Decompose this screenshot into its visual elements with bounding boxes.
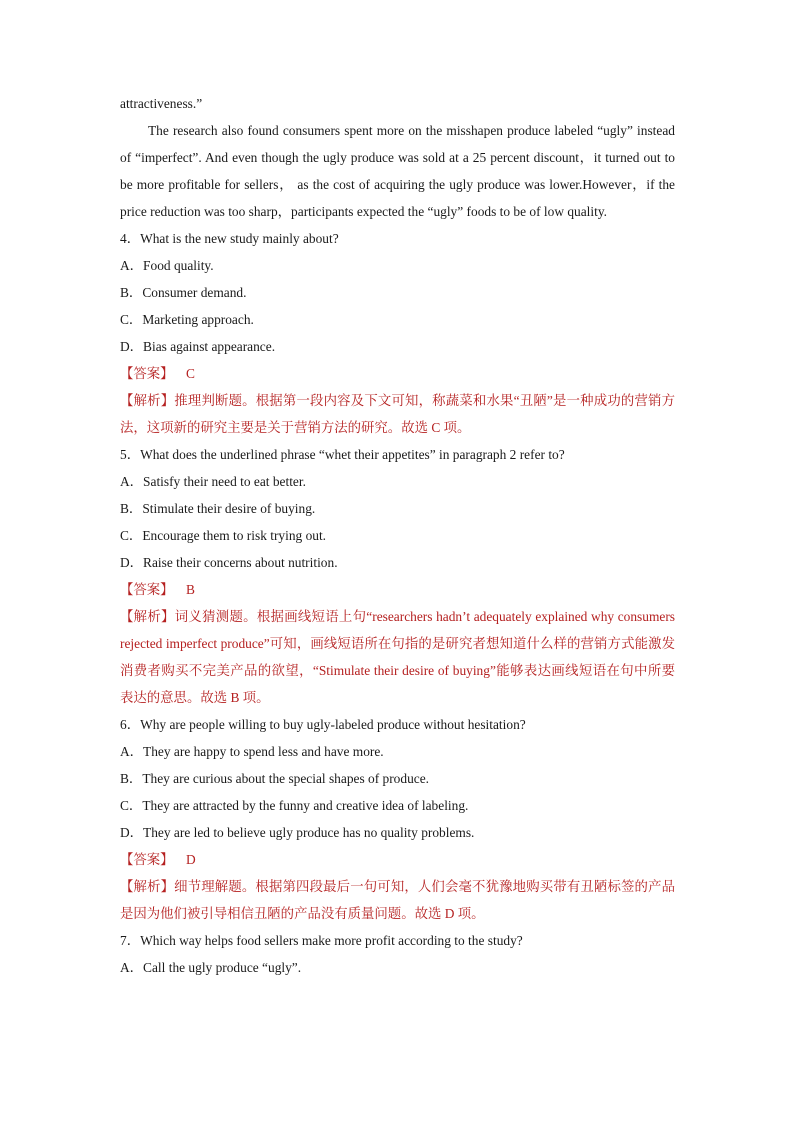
q6-analysis-row [120, 873, 675, 927]
q4-option-b: B．Consumer demand. [120, 285, 247, 300]
q5-answer: B [186, 582, 195, 597]
q4-answer: C [186, 366, 195, 381]
passage-lead: attractiveness.” [120, 96, 203, 111]
q4-option-a: A．Food quality. [120, 258, 214, 273]
question-6: 6．Why are people willing to buy ugly-labeled produce without hesitation? [120, 717, 526, 732]
analysis-label: 【解析】 [120, 879, 175, 894]
q4-analysis-row [120, 387, 675, 441]
q5-option-c: C．Encourage them to risk trying out. [120, 528, 327, 543]
answer-label: 【答案】 [120, 366, 174, 381]
q6-option-a: A．They are happy to spend less and have more. [120, 744, 384, 759]
q5-analysis-row [120, 603, 675, 711]
document-content [120, 90, 675, 981]
q5-option-d: D．Raise their concerns about nutrition. [120, 555, 338, 570]
q6-option-d: D．They are led to believe ugly produce has no quality problems. [120, 825, 475, 840]
q6-analysis: 细节理解题。根据第四段最后一句可知，人们会毫不犹豫地购买带有丑陋标签的产品是因为他们被引导相信丑陋的产品没有质量问题。故选 D 项。 [120, 879, 676, 921]
answer-label: 【答案】 [120, 852, 174, 867]
q4-option-d: D．Bias against appearance. [120, 339, 276, 354]
question-4: 4．What is the new study mainly about? [120, 231, 339, 246]
q7-option-a: A．Call the ugly produce “ugly”. [120, 960, 302, 975]
q6-option-c: C．They are attracted by the funny and creative idea of labeling. [120, 798, 469, 813]
question-5: 5．What does the underlined phrase “whet their appetites” in paragraph 2 refer to? [120, 447, 565, 462]
q4-option-c: C．Marketing approach. [120, 312, 254, 327]
q6-answer: D [186, 852, 196, 867]
q4-answer-row [120, 360, 675, 387]
q6-answer-row [120, 846, 675, 873]
q5-answer-row [120, 576, 675, 603]
analysis-label: 【解析】 [120, 609, 175, 624]
answer-label: 【答案】 [120, 582, 174, 597]
q6-option-b: B．They are curious about the special shapes of produce. [120, 771, 429, 786]
q5-option-a: A．Satisfy their need to eat better. [120, 474, 306, 489]
question-7: 7．Which way helps food sellers make more profit according to the study? [120, 933, 523, 948]
q5-option-b: B．Stimulate their desire of buying. [120, 501, 316, 516]
analysis-label: 【解析】 [120, 393, 175, 408]
passage-paragraph: The research also found consumers spent more on the misshapen produce labeled “ugly” instead of “imperfect”. And even though the ugly produce was sold at a 25 percent discount，it turned out to be more profitable for sellers， as the cost of acquiring the ugly produce was lower.However，if the price reduction was too sharp，participants expected the “ugly” foods to be of low quality. [120, 123, 675, 219]
q4-analysis: 推理判断题。根据第一段内容及下文可知，称蔬菜和水果“丑陋”是一种成功的营销方法，这项新的研究主要是关于营销方法的研究。故选 C 项。 [120, 393, 675, 435]
q5-analysis: 词义猜测题。根据画线短语上句“researchers hadn’t adequately explained why consumers rejected imperfect produce”可知，画线短语所在句指的是研究者想知道什么样的营销方式能激发消费者购买不完美产品的欲望，“Stimulate their desire of buying”能够表达画线短语在句中所要表达的意思。故选 B 项。 [120, 609, 675, 705]
